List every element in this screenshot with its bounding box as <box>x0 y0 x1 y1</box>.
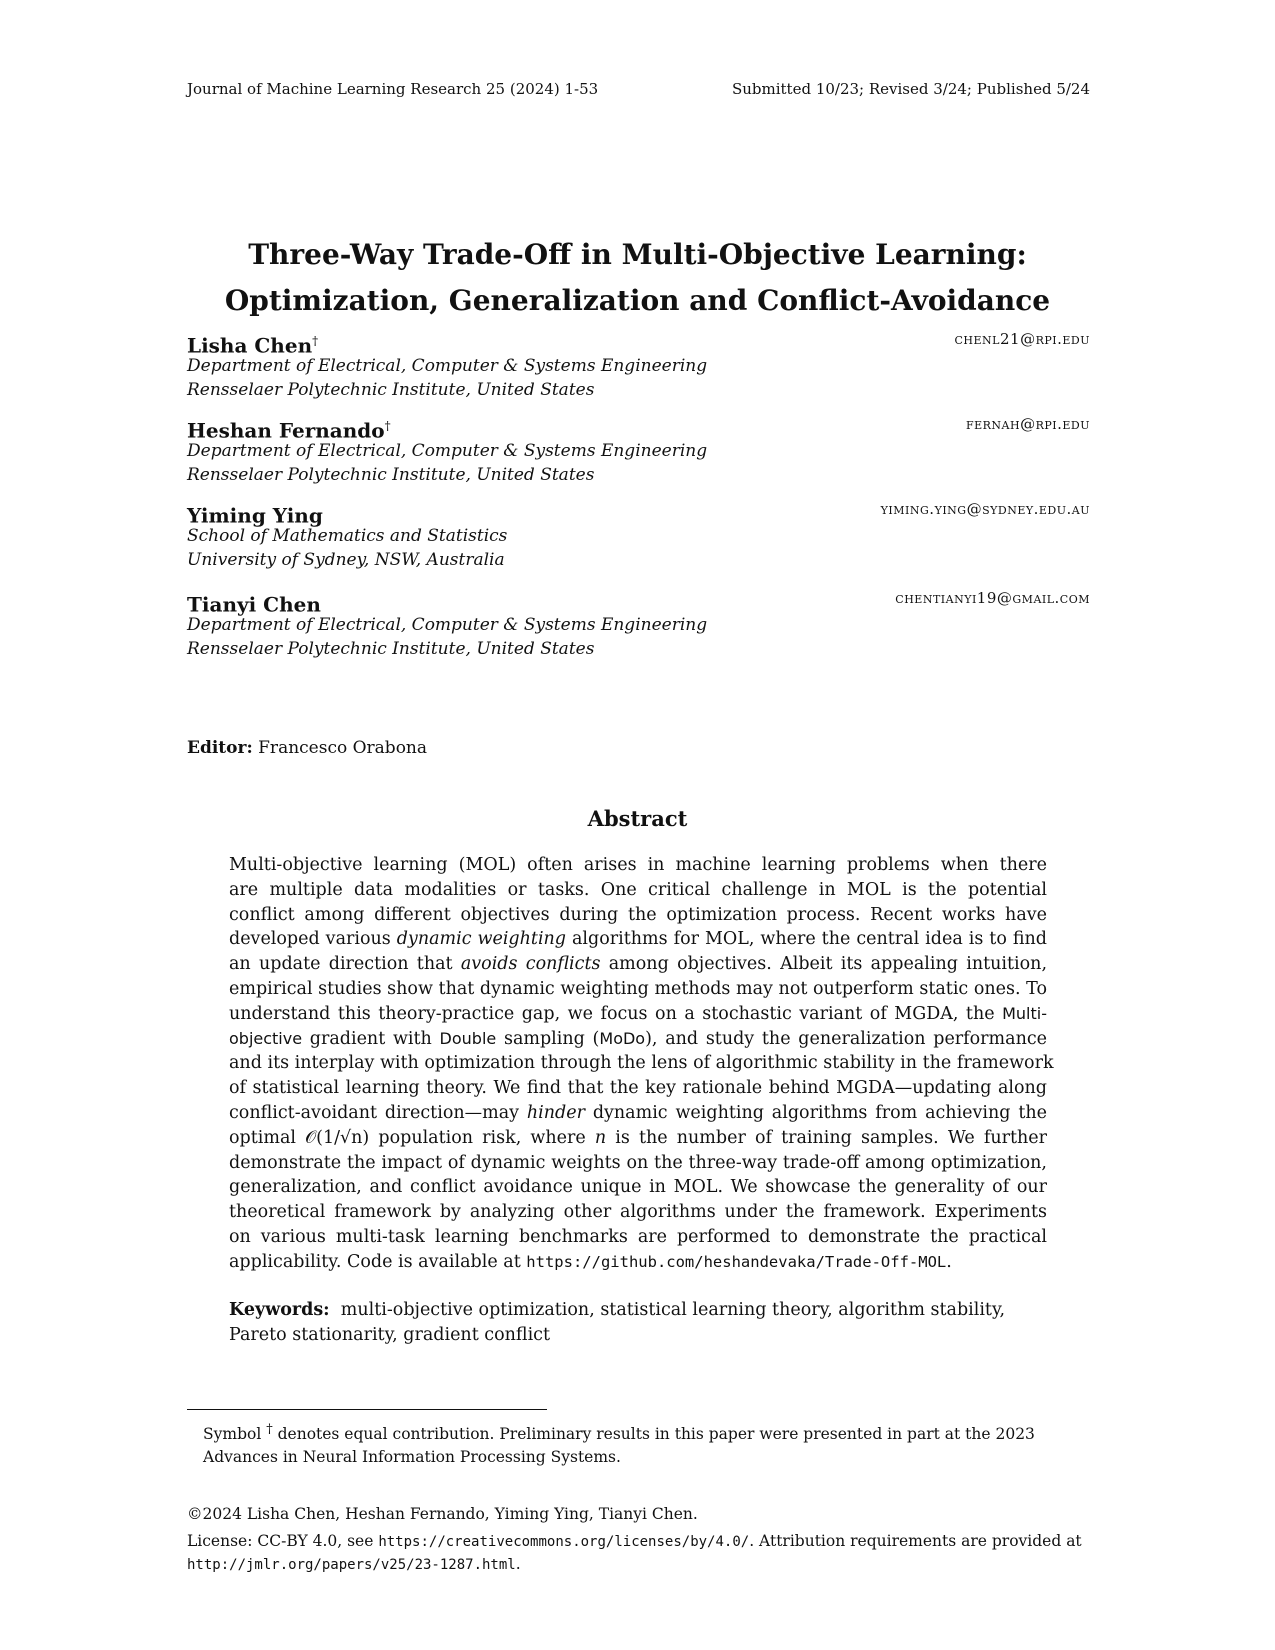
abstract-line: an update direction that avoids conflicts among objectives. Albeit its appealing intuition, <box>229 954 1048 975</box>
author-affiliation-dept: School of Mathematics and Statistics <box>187 526 508 546</box>
keywords <box>229 1298 1047 1348</box>
author-block <box>187 328 1090 402</box>
code-link[interactable]: https://github.com/heshandevaka/Trade-Off-MOL <box>526 1252 947 1271</box>
abstract-line: theoretical framework by analyzing other algorithms under the framework. Experiments <box>229 1202 1047 1223</box>
editor-line <box>187 738 427 758</box>
title-line-1: Three-Way Trade-Off in Multi-Objective Learning: <box>248 238 1027 271</box>
author-email[interactable]: fernah@rpi.edu <box>965 415 1090 433</box>
title-line-2: Optimization, Generalization and Conflict-Avoidance <box>224 284 1051 317</box>
author-name: Yiming Ying <box>187 503 323 528</box>
paper-title <box>0 232 1275 324</box>
abstract-line: on various multi-task learning benchmarks are performed to demonstrate the practical <box>229 1226 1047 1247</box>
author-email[interactable]: chentianyi19@gmail.com <box>895 589 1090 607</box>
author-affiliation-dept: Department of Electrical, Computer & Systems Engineering <box>187 441 708 461</box>
author-block <box>187 498 1090 572</box>
footnote-rule <box>187 1409 547 1410</box>
author-affiliation-dept: Department of Electrical, Computer & Systems Engineering <box>187 615 708 635</box>
journal-header: Journal of Machine Learning Research 25 (2024) 1-53 <box>187 80 599 98</box>
editor-label: Editor: <box>187 738 253 758</box>
author-block <box>187 587 1090 661</box>
author-email[interactable]: chenl21@rpi.edu <box>954 330 1090 348</box>
abstract-line: generalization, and conflict avoidance unique in MOL. We showcase the generality of our <box>229 1177 1047 1198</box>
paper-link[interactable]: http://jmlr.org/papers/v25/23-1287.html <box>187 1557 516 1573</box>
abstract-line: objective gradient with Double sampling (MoDo), and study the generalization performance <box>229 1028 1048 1049</box>
license-link[interactable]: https://creativecommons.org/licenses/by/4.0/ <box>378 1534 750 1550</box>
keywords-label: Keywords: <box>229 1300 330 1320</box>
author-affiliation-inst: Rensselaer Polytechnic Institute, United States <box>187 465 595 485</box>
abstract-line: developed various dynamic weighting algorithms for MOL, where the central idea is to find <box>229 929 1047 950</box>
editor-name: Francesco Orabona <box>258 738 428 758</box>
license: License: CC-BY 4.0, see https://creativecommons.org/licenses/by/4.0/. Attribution requirements are provided at http://jmlr.org/papers/v25/23-1287.html. <box>187 1532 1082 1573</box>
author-name: Lisha Chen† <box>187 333 319 358</box>
author-affiliation-inst: University of Sydney, NSW, Australia <box>187 550 505 570</box>
abstract-line: conflict among different objectives during the optimization process. Recent works have <box>229 904 1047 925</box>
abstract-line: demonstrate the impact of dynamic weights on the three-way trade-off among optimization, <box>229 1152 1047 1173</box>
author-email[interactable]: yiming.ying@sydney.edu.au <box>880 500 1090 518</box>
keywords-text: multi-objective optimization, statistical learning theory, algorithm stability, Pareto stationarity, gradient conflict <box>229 1300 1006 1345</box>
abstract-line: applicability. Code is available at https://github.com/heshandevaka/Trade-Off-MOL. <box>229 1251 952 1272</box>
abstract-line: conflict-avoidant direction—may hinder dynamic weighting algorithms from achieving the <box>229 1102 1047 1123</box>
abstract-body <box>229 853 1054 1275</box>
submission-dates: Submitted 10/23; Revised 3/24; Published 5/24 <box>731 80 1090 98</box>
footnote: Symbol † denotes equal contribution. Preliminary results in this paper were presented in part at the 2023 Advances in Neural Information Processing Systems. <box>203 1422 1035 1467</box>
abstract-line: of statistical learning theory. We find that the key rationale behind MGDA—updating along <box>229 1078 1047 1099</box>
author-name: Heshan Fernando† <box>187 418 391 443</box>
author-affiliation-dept: Department of Electrical, Computer & Systems Engineering <box>187 356 708 376</box>
abstract-line: empirical studies show that dynamic weighting methods may not outperform static ones. To <box>229 978 1047 999</box>
author-affiliation-inst: Rensselaer Polytechnic Institute, United States <box>187 380 595 400</box>
abstract-line: Multi-objective learning (MOL) often arises in machine learning problems when there <box>229 855 1047 875</box>
abstract-heading: Abstract <box>587 806 688 831</box>
copyright: ©2024 Lisha Chen, Heshan Fernando, Yiming Ying, Tianyi Chen. <box>187 1505 698 1523</box>
abstract-line: and its interplay with optimization through the lens of algorithmic stability in the framework <box>229 1053 1054 1074</box>
abstract-line: are multiple data modalities or tasks. One critical challenge in MOL is the potential <box>229 879 1047 900</box>
author-name: Tianyi Chen <box>187 592 321 617</box>
abstract-line: understand this theory-practice gap, we focus on a stochastic variant of MGDA, the Multi- <box>229 1003 1047 1024</box>
author-affiliation-inst: Rensselaer Polytechnic Institute, United States <box>187 639 595 659</box>
author-block <box>187 413 1090 487</box>
abstract-line: optimal 𝒪(1/√n) population risk, where n is the number of training samples. We further <box>229 1127 1047 1148</box>
